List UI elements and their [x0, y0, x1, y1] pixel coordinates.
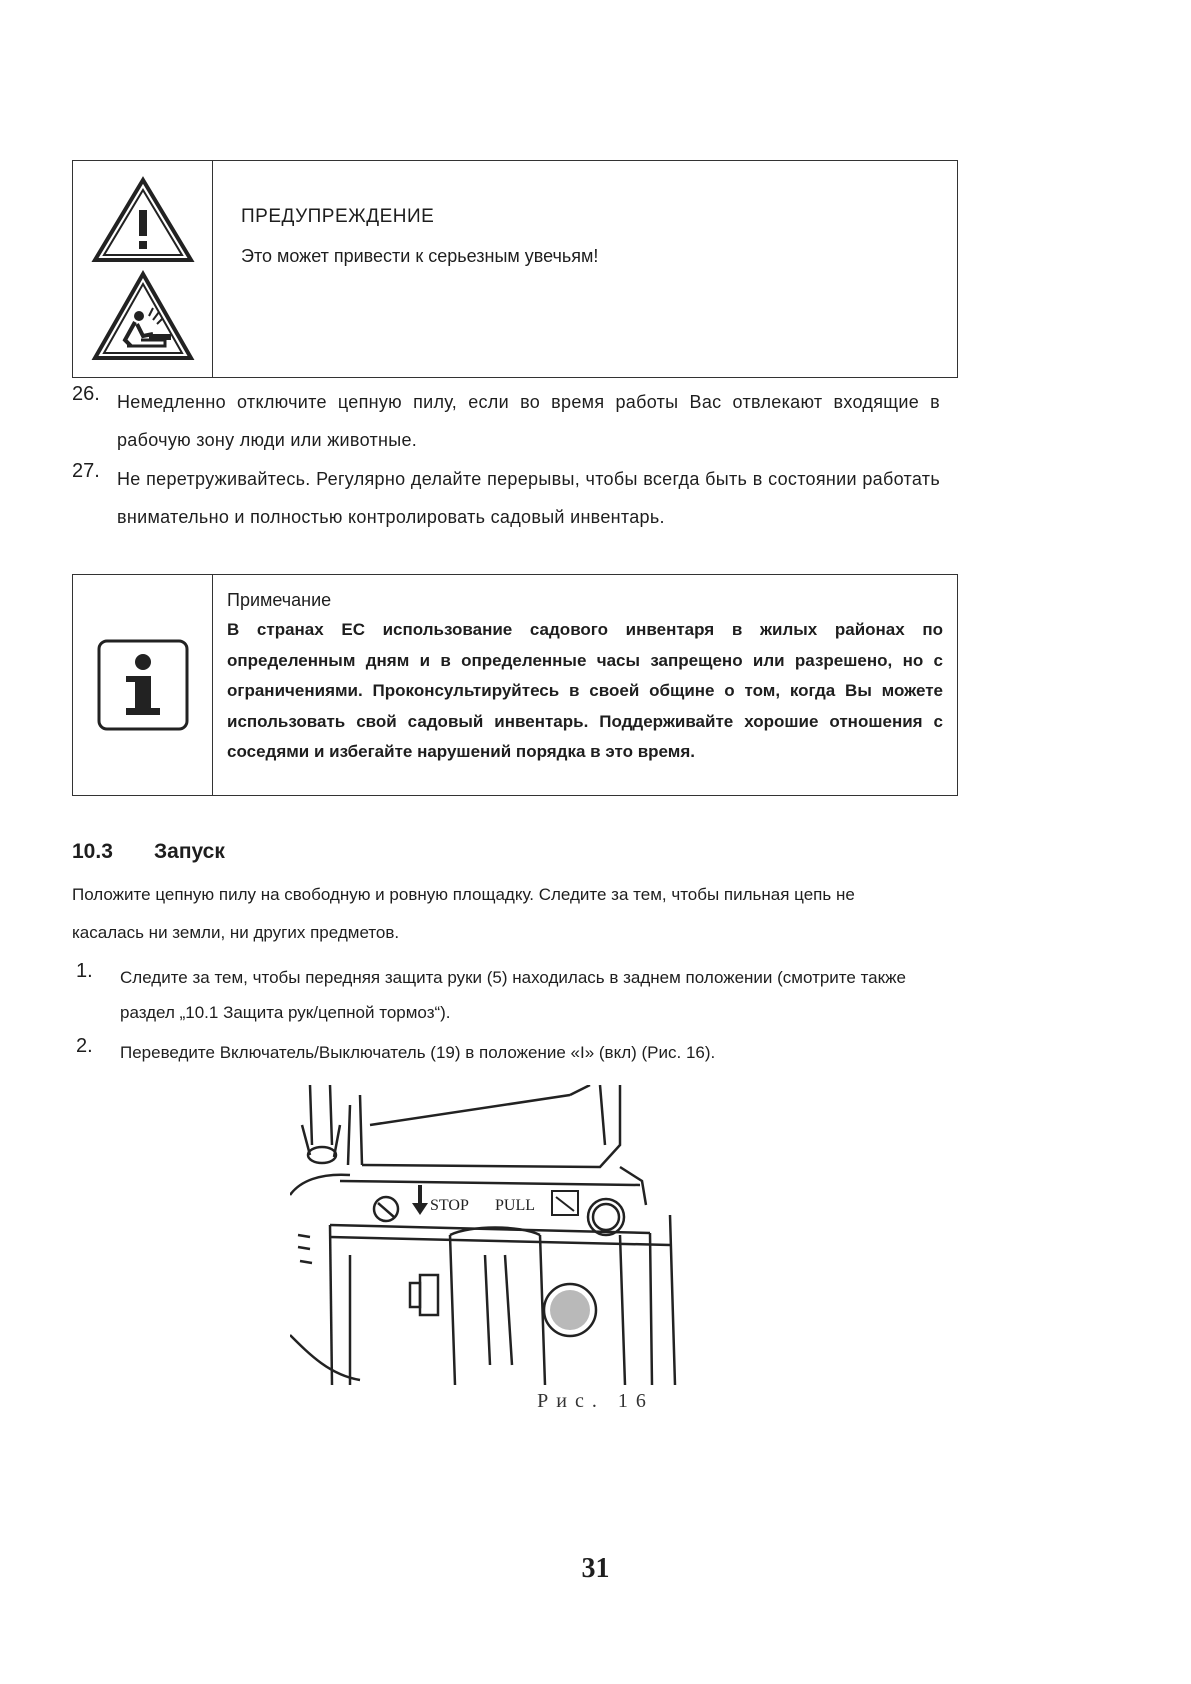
step-1 — [72, 960, 952, 1030]
intro-paragraph: Положите цепную пилу на свободную и ровную площадку. Следите за тем, чтобы пильная цепь не касалась ни земли, ни других предметов. — [72, 885, 855, 942]
figure-caption: Рис. 16 — [537, 1390, 654, 1412]
info-icon — [96, 638, 190, 732]
page-number: 31 — [581, 1553, 610, 1584]
note-icon-col — [73, 575, 213, 795]
note-box — [72, 574, 958, 796]
step-2 — [72, 1035, 952, 1070]
stop-label: STOP — [430, 1197, 469, 1214]
step-text: Переведите Включатель/Выключатель (19) в положение «I» (вкл) (Рис. 16). — [120, 1043, 716, 1062]
pull-label: PULL — [495, 1197, 535, 1214]
note-text: В странах ЕС использование садового инвентаря в жилых районах по определенным дням и в определенные часы запрещено или разрешено, но с ограничениями. Проконсультируйтесь в своей общине о том, когда Вы можете использовать свой садовый инвентарь. Поддерживайте хорошие отношения с соседями и избегайте нарушений порядка в это время. — [227, 620, 943, 761]
warning-title: ПРЕДУПРЕЖДЕНИЕ — [241, 206, 435, 227]
warning-icons — [73, 161, 213, 377]
warning-text: Это может привести к серьезным увечьям! — [241, 246, 599, 266]
section-title: Запуск — [154, 840, 225, 863]
step-number: 1. — [76, 960, 93, 982]
item-number: 27. — [72, 460, 100, 482]
section-number: 10.3 — [72, 840, 113, 863]
list-item-26 — [72, 383, 940, 459]
list-item-27 — [72, 460, 940, 536]
step-text: Следите за тем, чтобы передняя защита руки (5) находилась в заднем положении (смотрите также раздел „10.1 Защита рук/цепной тормоз“). — [120, 968, 906, 1022]
item-text: Немедленно отключите цепную пилу, если во время работы Вас отвлекают входящие в рабочую зону люди или животные. — [117, 392, 940, 450]
chainsaw-switch-figure — [290, 1085, 740, 1385]
step-number: 2. — [76, 1035, 93, 1057]
warning-triangle-icon — [91, 176, 195, 264]
item-number: 26. — [72, 383, 100, 405]
chainsaw-kickback-icon — [91, 270, 195, 362]
note-title: Примечание — [227, 590, 332, 610]
warning-box — [72, 160, 958, 378]
item-text: Не перетруживайтесь. Регулярно делайте перерывы, чтобы всегда быть в состоянии работать внимательно и полностью контролировать садовый инвентарь. — [117, 469, 940, 527]
section-heading — [72, 840, 225, 864]
